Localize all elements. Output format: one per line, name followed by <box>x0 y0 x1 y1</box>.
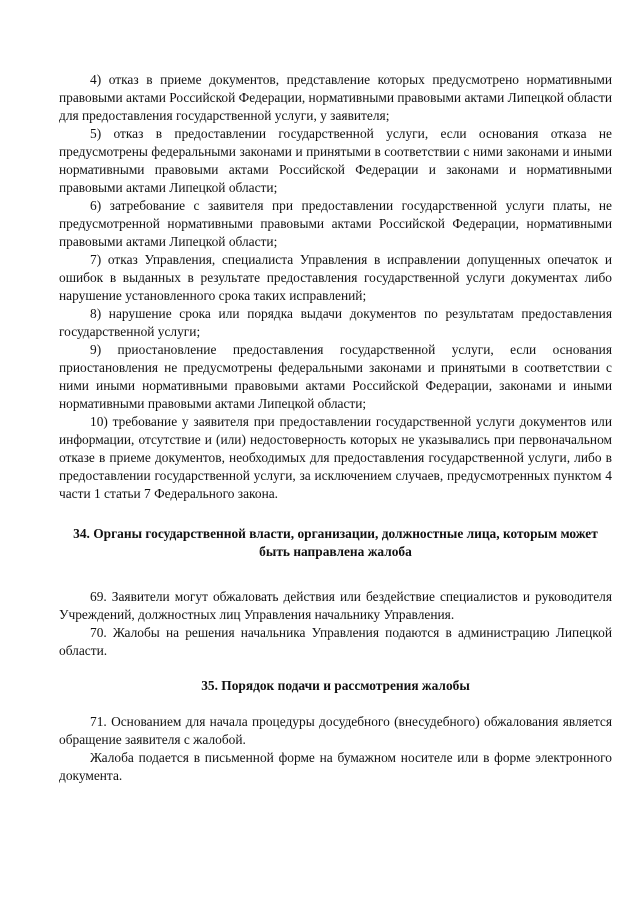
list-item-8: 8) нарушение срока или порядка выдачи документов по результатам предоставления государственной услуги; <box>59 306 612 339</box>
list-item-10: 10) требование у заявителя при предоставлении государственной услуги документов или информации, отсутствие и (или) недостоверность которых не указывались при первоначальном отказе в приеме документов, необходимых для предоставления государственной услуги, либо в предоставлении государственной услуги, за исключением случаев, предусмотренных пунктом 4 части 1 статьи 7 Федерального закона. <box>59 414 612 501</box>
section-35-heading: 35. Порядок подачи и рассмотрения жалобы <box>201 678 470 693</box>
section-34-heading: 34. Органы государственной власти, организации, должностные лица, которым может быть направлена жалоба <box>73 526 598 559</box>
list-item-4: 4) отказ в приеме документов, представление которых предусмотрено нормативными правовыми актами Российской Федерации, нормативными правовыми актами Липецкой области для предоставления государственной услуги, у заявителя; <box>59 72 612 123</box>
paragraph-69: 69. Заявители могут обжаловать действия или бездействие специалистов и руководителя Учреждений, должностных лиц Управления начальнику Управления. <box>59 589 612 622</box>
paragraph-complaint-form: Жалоба подается в письменной форме на бумажном носителе или в форме электронного документа. <box>59 750 612 783</box>
list-item-5: 5) отказ в предоставлении государственной услуги, если основания отказа не предусмотрены федеральными законами и принятыми в соответствии с ними законами и иными нормативными правовыми актами Российской Федерации и законами и нормативными правовыми актами Липецкой области; <box>59 126 612 195</box>
list-item-6: 6) затребование с заявителя при предоставлении государственной услуги платы, не предусмотренной нормативными правовыми актами Российской Федерации, нормативными правовыми актами Липецкой области; <box>59 198 612 249</box>
list-item-7: 7) отказ Управления, специалиста Управления в исправлении допущенных опечаток и ошибок в выданных в результате предоставления государственной услуги документах либо нарушение установленного срока таких исправлений; <box>59 252 612 303</box>
paragraph-70: 70. Жалобы на решения начальника Управления подаются в администрацию Липецкой области. <box>59 625 612 658</box>
paragraph-71: 71. Основанием для начала процедуры досудебного (внесудебного) обжалования является обращение заявителя с жалобой. <box>59 714 612 747</box>
list-item-9: 9) приостановление предоставления государственной услуги, если основания приостановления не предусмотрены федеральными законами и принятыми в соответствии с ними иными нормативными правовыми актами Российской Федерации, законами и иными нормативными правовыми актами Липецкой области; <box>59 342 612 411</box>
